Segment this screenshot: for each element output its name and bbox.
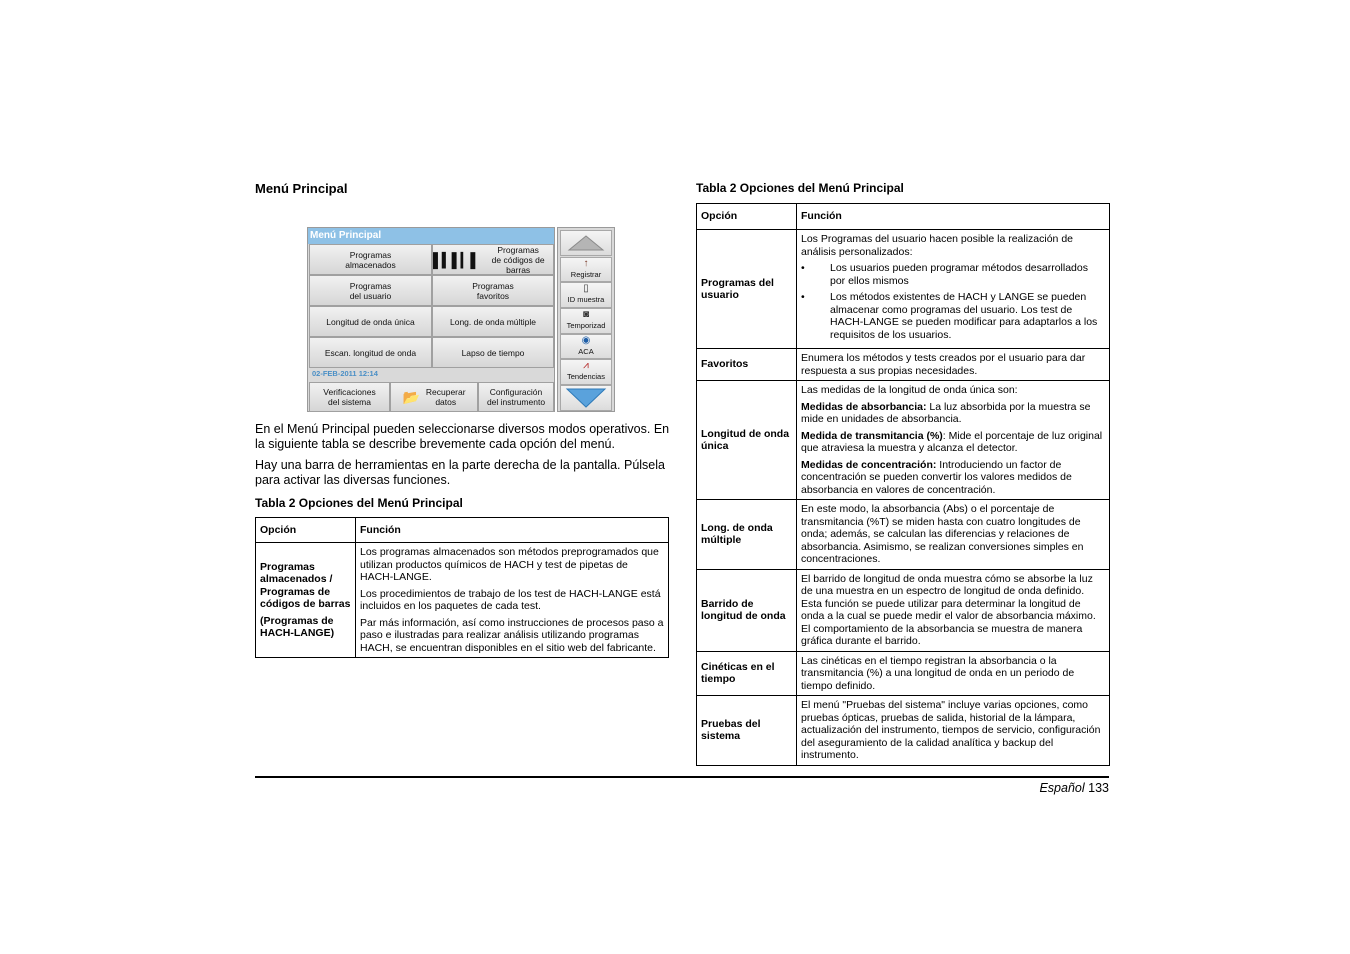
datetime-readout: 02-FEB-2011 12:14: [312, 369, 378, 378]
table-row: [697, 569, 1110, 651]
table-row: [697, 500, 1110, 570]
aqa-button[interactable]: ◉ ACA: [560, 334, 612, 359]
option-cell: Pruebas del sistema: [697, 696, 797, 766]
intro-paragraph: En el Menú Principal pueden seleccionarse diversos modos operativos. En la siguiente tabla se describe brevemente cada opción del menú.: [255, 422, 670, 451]
table-row: [697, 349, 1110, 381]
scroll-down-button[interactable]: [560, 385, 612, 411]
register-button[interactable]: ↑ Registrar: [560, 257, 612, 282]
option-cell: Programas del usuario: [697, 230, 797, 349]
screen-title: Menú Principal: [308, 228, 554, 244]
toolbar-paragraph: Hay una barra de herramientas en la parte derecha de la pantalla. Púlsela para activar las diversas funciones.: [255, 458, 665, 487]
scroll-up-button[interactable]: [560, 230, 612, 256]
favorite-programs-button[interactable]: Programas favoritos: [432, 275, 554, 306]
footer-language: Español: [1039, 781, 1085, 795]
header-function: Función: [797, 204, 1110, 230]
arrow-icon: ↑: [583, 258, 589, 269]
barcode-icon: ▌▍▌▎▌: [433, 251, 480, 268]
recall-data-button[interactable]: 📂 Recuperar datos: [390, 382, 478, 412]
bullet-list: [801, 262, 1105, 341]
timer-button[interactable]: ◙ Temporizad: [560, 308, 612, 334]
function-cell: Los programas almacenados son métodos preprogramados que utilizan productos químicos de HACH y test de pipetas de HACH-LANGE. Los procedimientos de trabajo de los test de HACH-LANGE está incluidos en los paquetes de cada test. Par más información, así como instrucciones de procesos paso a paso e ilustradas para realizar análisis utilizando programas HACH, se encuentran disponibles en el sitio web del fabricante.: [356, 543, 669, 658]
table-row: [697, 381, 1110, 500]
table-header-row: [697, 204, 1110, 230]
option-cell: Longitud de onda única: [697, 381, 797, 500]
vial-icon: ▯: [583, 283, 589, 294]
option-cell: Barrido de longitud de onda: [697, 569, 797, 651]
list-item: • Los métodos existentes de HACH y LANGE se pueden almacenar como programas del usuario. Los test de HACH-LANGE se pueden modificar para adaptarlos a los requisitos de los usuarios.: [801, 291, 1105, 341]
main-menu-panel: [307, 227, 555, 412]
trends-button[interactable]: ⩘ Tendencias: [560, 359, 612, 385]
function-cell: Enumera los métodos y tests creados por el usuario para dar respuesta a sus propias necesidades.: [797, 349, 1110, 381]
function-cell: El menú "Pruebas del sistema" incluye varias opciones, como pruebas ópticas, pruebas de salida, historial de la lámpara, actualización del instrumento, tiempos de servicio, configuración del aseguramiento de la calidad analítica y backup del instrumento.: [797, 696, 1110, 766]
trend-chart-icon: ⩘: [583, 360, 589, 371]
header-option: Opción: [697, 204, 797, 230]
timer-icon: ◙: [582, 309, 590, 320]
table-row: [697, 651, 1110, 696]
header-function: Función: [356, 518, 669, 543]
page-number: 133: [1088, 781, 1109, 795]
globe-icon: ◉: [581, 335, 591, 346]
options-table-left: [255, 517, 669, 658]
option-cell: Favoritos: [697, 349, 797, 381]
multi-wavelength-button[interactable]: Long. de onda múltiple: [432, 306, 554, 337]
function-cell: Las medidas de la longitud de onda única son: Medidas de absorbancia: La luz absorbida por la muestra se mide en unidades de absorbancia. Medida de transmitancia (%): Mide el porcentaje de luz original que atraviesa la muestra y alcanza el detector. Medidas de concentración: Introduciendo un factor de concentración se pueden convertir los valores medidos de absorbancia en valores de concentración.: [797, 381, 1110, 500]
arrow-down-icon: [561, 386, 611, 410]
folder-icon: 📂: [402, 389, 420, 405]
header-option: Opción: [256, 518, 356, 543]
instrument-setup-button[interactable]: Configuración del instrumento: [478, 382, 554, 412]
section-heading: Menú Principal: [255, 181, 348, 196]
user-programs-button[interactable]: Programas del usuario: [309, 275, 432, 306]
function-cell: En este modo, la absorbancia (Abs) o el porcentaje de transmitancia (%T) se miden hasta con cuatro longitudes de onda; además, se calculan las diferencias y relaciones de absorbancia. Asimismo, se realizan conversiones simples en concentraciones.: [797, 500, 1110, 570]
function-cell: El barrido de longitud de onda muestra cómo se absorbe la luz de una muestra en un espectro de longitud de onda definido. Esta función se puede utilizar para determinar la longitud de onda a la cual se puede medir el valor de absorbancia máximo. El comportamiento de la absorbancia se muestra de manera gráfica durante el barrido.: [797, 569, 1110, 651]
table-header-row: [256, 518, 669, 543]
list-item: • Los usuarios pueden programar métodos desarrollados por ellos mismos: [801, 262, 1105, 287]
wavelength-scan-button[interactable]: Escan. longitud de onda: [309, 337, 432, 368]
table-row: [697, 696, 1110, 766]
barcode-programs-button[interactable]: ▌▍▌▎▌ Programas de códigos de barras: [432, 244, 554, 275]
arrow-up-icon: [561, 231, 611, 255]
single-wavelength-button[interactable]: Longitud de onda única: [309, 306, 432, 337]
options-table-right: [696, 203, 1110, 766]
table-row: [697, 230, 1110, 349]
option-cell: Cinéticas en el tiempo: [697, 651, 797, 696]
toolbar-sidebar: [557, 227, 615, 412]
function-cell: Las cinéticas en el tiempo registran la absorbancia o la transmitancia (%) a una longitud de onda en un periodo de tiempo definido.: [797, 651, 1110, 696]
table-caption-right: Tabla 2 Opciones del Menú Principal: [696, 181, 904, 195]
function-cell: Los Programas del usuario hacen posible la realización de análisis personalizados: • Los usuarios pueden programar métodos desarrollados por ellos mismos • Los métodos existentes de HACH y LANGE se pueden almacenar como programas del usuario. Los test de HACH-LANGE se pueden modificar para adaptarlos a los requisitos de los usuarios.: [797, 230, 1110, 349]
footer-rule: [255, 776, 1109, 778]
time-course-button[interactable]: Lapso de tiempo: [432, 337, 554, 368]
option-cell: Programas almacenados / Programas de códigos de barras (Programas de HACH-LANGE): [256, 543, 356, 658]
sample-id-button[interactable]: ▯ ID muestra: [560, 282, 612, 308]
stored-programs-button[interactable]: Programas almacenados: [309, 244, 432, 275]
page-footer: [1039, 781, 1109, 795]
system-checks-button[interactable]: Verificaciones del sistema: [309, 382, 390, 412]
table-caption-left: Tabla 2 Opciones del Menú Principal: [255, 496, 463, 510]
option-cell: Long. de onda múltiple: [697, 500, 797, 570]
table-row: [256, 543, 669, 658]
main-menu-screenshot: [307, 227, 615, 412]
